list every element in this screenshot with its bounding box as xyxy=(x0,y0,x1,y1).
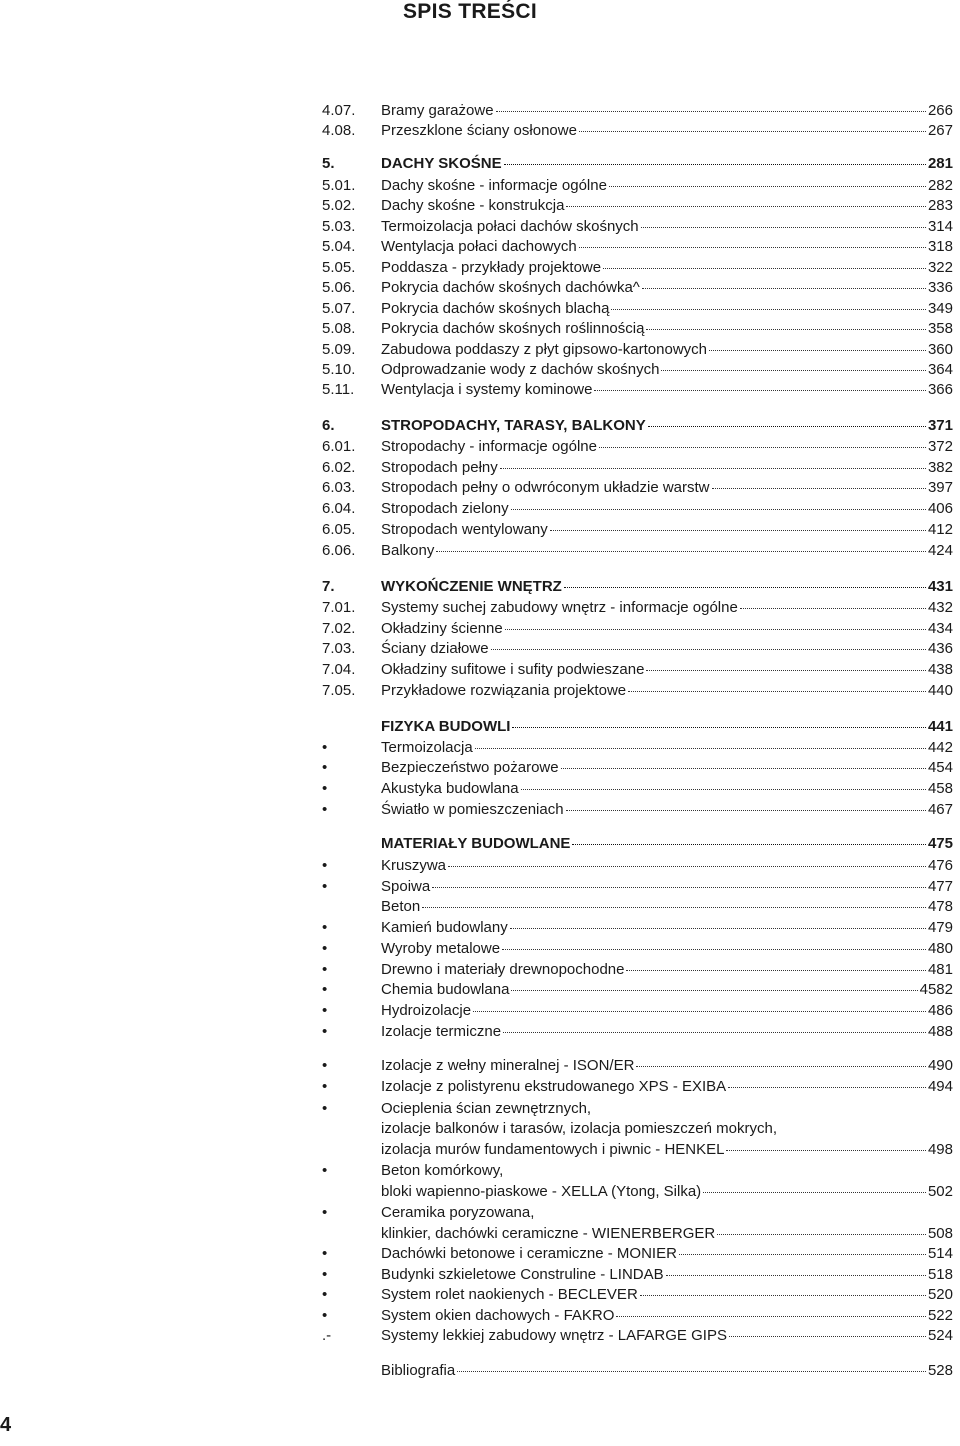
toc-entry-page: 508 xyxy=(927,1225,953,1242)
toc-entry-page: 467 xyxy=(927,801,953,818)
toc-entry-number: • xyxy=(322,739,328,756)
toc-entry-number: 6.01. xyxy=(322,438,356,455)
toc-entry-number: 5.08. xyxy=(322,320,356,337)
dot-leader xyxy=(594,389,926,391)
toc-entry-number: 6.02. xyxy=(322,459,356,476)
toc-entry-number: 6.03. xyxy=(322,479,356,496)
page-number: 4 xyxy=(0,1414,12,1436)
toc-entry-label: Stropodach pełny o odwróconym układzie warstw xyxy=(381,479,710,496)
toc-entry-number: 5.04. xyxy=(322,238,356,255)
toc-entry xyxy=(0,216,960,238)
toc-entry-page: 266 xyxy=(927,102,953,119)
dot-leader xyxy=(740,607,926,609)
toc-entry-page: 434 xyxy=(927,620,953,637)
toc-entry xyxy=(0,680,960,702)
dot-leader xyxy=(448,865,926,867)
dot-leader xyxy=(726,1149,925,1151)
toc-entry-number: • xyxy=(322,1100,328,1117)
toc-entry-page: 372 xyxy=(927,438,953,455)
toc-entry-page: 498 xyxy=(927,1141,953,1158)
toc-entry xyxy=(0,597,960,619)
toc-entry-number: 7.02. xyxy=(322,620,356,637)
toc-entry-page: 318 xyxy=(927,238,953,255)
toc-entry-label: Okładziny sufitowe i sufity podwieszane xyxy=(381,661,645,678)
toc-entry xyxy=(0,917,960,939)
toc-entry-label: Okładziny ścienne xyxy=(381,620,503,637)
toc-entry-label: Ściany działowe xyxy=(381,640,489,657)
dot-leader xyxy=(436,550,926,552)
toc-entry-page: 518 xyxy=(927,1266,953,1283)
toc-entry-page: 406 xyxy=(927,500,953,517)
dot-leader xyxy=(599,446,926,448)
toc-entry-number: • xyxy=(322,1204,328,1221)
toc-entry-page: 438 xyxy=(927,661,953,678)
toc-entry-number: 4.08. xyxy=(322,122,356,139)
toc-entry-page: 528 xyxy=(927,1362,953,1379)
toc-entry-number: 4.07. xyxy=(322,102,356,119)
toc-entry-page: 349 xyxy=(927,300,953,317)
toc-entry-label: Drewno i materiały drewnopochodne xyxy=(381,961,625,978)
toc-entry xyxy=(0,359,960,381)
toc-entry xyxy=(0,318,960,340)
toc-entry-page: 442 xyxy=(927,739,953,756)
toc-entry-label: izolacja murów fundamentowych i piwnic - HENKEL xyxy=(381,1141,725,1158)
toc-entry-label: Przykładowe rozwiązania projektowe xyxy=(381,682,627,699)
toc-entry-number: 7. xyxy=(322,578,335,595)
dot-leader xyxy=(609,185,926,187)
toc-entry-number: 5.02. xyxy=(322,197,356,214)
toc-entry xyxy=(0,1139,960,1161)
toc-entry-label: klinkier, dachówki ceramiczne - WIENERBERGER xyxy=(381,1225,716,1242)
toc-entry-label: Izolacje z polistyrenu ekstrudowanego XPS - EXIBA xyxy=(381,1078,727,1095)
toc-entry-label: System okien dachowych - FAKRO xyxy=(381,1307,615,1324)
dot-leader xyxy=(521,788,926,790)
toc-entry xyxy=(0,477,960,499)
dot-leader xyxy=(642,287,926,289)
toc-entry-page: 486 xyxy=(927,1002,953,1019)
toc-entry-label: bloki wapienno-piaskowe - XELLA (Ytong, Silka) xyxy=(381,1183,702,1200)
toc-entry xyxy=(0,1055,960,1077)
toc-entry-number: 7.01. xyxy=(322,599,356,616)
toc-entry-label: Akustyka budowlana xyxy=(381,780,519,797)
toc-entry-label: Bezpieczeństwo pożarowe xyxy=(381,759,559,776)
toc-entry-page: 432 xyxy=(927,599,953,616)
toc-entry-page: 267 xyxy=(927,122,953,139)
dot-leader xyxy=(475,747,926,749)
toc-entry-label: Budynki szkieletowe Construline - LINDAB xyxy=(381,1266,664,1283)
toc-entry-page: 440 xyxy=(927,682,953,699)
toc-entry-page: 282 xyxy=(927,177,953,194)
toc-entry xyxy=(0,498,960,520)
toc-entry xyxy=(0,896,960,918)
toc-entry xyxy=(0,540,960,562)
dot-leader xyxy=(566,809,926,811)
toc-entry-label: Stropodach wentylowany xyxy=(381,521,548,538)
toc-entry-page: 494 xyxy=(927,1078,953,1095)
page-title: SPIS TREŚCI xyxy=(403,0,537,23)
dot-leader xyxy=(561,767,926,769)
dot-leader xyxy=(550,529,926,531)
dot-leader xyxy=(457,1370,926,1372)
toc-entry-page: 397 xyxy=(927,479,953,496)
toc-entry-label: Dachówki betonowe i ceramiczne - MONIER xyxy=(381,1245,677,1262)
dot-leader xyxy=(616,1315,926,1317)
dot-leader xyxy=(728,1086,926,1088)
toc-entry xyxy=(0,298,960,320)
toc-entry-page: 358 xyxy=(927,320,953,337)
toc-entry-label: System rolet naokienych - BECLEVER xyxy=(381,1286,638,1303)
toc-entry xyxy=(0,1284,960,1306)
toc-entry-label: Hydroizolacje xyxy=(381,1002,472,1019)
toc-entry-page: 476 xyxy=(927,857,953,874)
dot-leader xyxy=(579,246,926,248)
toc-entry-number: • xyxy=(322,1266,328,1283)
toc-entry-number: • xyxy=(322,961,328,978)
toc-entry xyxy=(0,979,960,1001)
toc-entry-number: 5.10. xyxy=(322,361,356,378)
toc-entry-number: 6.06. xyxy=(322,542,356,559)
toc-entry-page: 371 xyxy=(927,417,953,434)
toc-entry xyxy=(0,1160,960,1182)
toc-entry-label: Wentylacja połaci dachowych xyxy=(381,238,577,255)
dot-leader xyxy=(491,648,926,650)
toc-entry xyxy=(0,519,960,541)
toc-entry-page: 412 xyxy=(927,521,953,538)
toc-entry-page: 481 xyxy=(927,961,953,978)
toc-entry-label: MATERIAŁY BUDOWLANE xyxy=(381,835,571,852)
toc-entry-page: 336 xyxy=(927,279,953,296)
toc-entry-label: izolacje balkonów i tarasów, izolacja pomieszczeń mokrych, xyxy=(381,1120,778,1137)
dot-leader xyxy=(503,1031,926,1033)
toc-entry-label: Termoizolacja xyxy=(381,739,473,756)
toc-entry xyxy=(0,1021,960,1043)
toc-entry-number: 6. xyxy=(322,417,335,434)
toc-entry-label: Pokrycia dachów skośnych blachą xyxy=(381,300,610,317)
toc-entry-label: Światło w pomieszczeniach xyxy=(381,801,564,818)
toc-entry xyxy=(0,436,960,458)
toc-entry xyxy=(0,120,960,142)
toc-entry-label: Stropodachy - informacje ogólne xyxy=(381,438,597,455)
dot-leader xyxy=(496,110,926,112)
toc-entry-page: 314 xyxy=(927,218,953,235)
toc-entry-label: Wyroby metalowe xyxy=(381,940,501,957)
toc-entry xyxy=(0,959,960,981)
toc-entry xyxy=(0,737,960,759)
dot-leader xyxy=(717,1233,926,1235)
toc-entry-number: • xyxy=(322,1002,328,1019)
toc-entry-number: • xyxy=(322,1023,328,1040)
toc-entry-number: .- xyxy=(322,1327,332,1344)
toc-entry xyxy=(0,175,960,197)
toc-entry-number: 5.11. xyxy=(322,381,355,398)
toc-entry-page: 477 xyxy=(927,878,953,895)
toc-entry-page: 424 xyxy=(927,542,953,559)
toc-entry xyxy=(0,1360,960,1382)
toc-entry xyxy=(0,938,960,960)
toc-entry-number: • xyxy=(322,1286,328,1303)
toc-entry-page: 281 xyxy=(927,155,953,172)
toc-entry-label: Balkony xyxy=(381,542,435,559)
dot-leader xyxy=(502,948,926,950)
dot-leader xyxy=(646,669,926,671)
toc-entry-page: 520 xyxy=(927,1286,953,1303)
toc-entry-number: • xyxy=(322,857,328,874)
dot-leader xyxy=(712,487,926,489)
toc-entry-number: 5.05. xyxy=(322,259,356,276)
toc-entry xyxy=(0,339,960,361)
toc-entry-page: 490 xyxy=(927,1057,953,1074)
toc-entry-page: 488 xyxy=(927,1023,953,1040)
toc-entry-label: Stropodach pełny xyxy=(381,459,498,476)
dot-leader xyxy=(703,1191,926,1193)
toc-entry-number: 5.06. xyxy=(322,279,356,296)
toc-entry-number: • xyxy=(322,919,328,936)
toc-entry-page: 458 xyxy=(927,780,953,797)
toc-entry-number: 5. xyxy=(322,155,335,172)
toc-entry xyxy=(0,1305,960,1327)
toc-entry xyxy=(0,1000,960,1022)
toc-entry xyxy=(0,277,960,299)
toc-entry-number: • xyxy=(322,981,328,998)
toc-entry xyxy=(0,153,960,175)
toc-entry-number: • xyxy=(322,1162,328,1179)
dot-leader xyxy=(661,369,925,371)
toc-entry-number: 5.03. xyxy=(322,218,356,235)
dot-leader xyxy=(626,969,926,971)
toc-entry-number: • xyxy=(322,1245,328,1262)
toc-entry xyxy=(0,799,960,821)
toc-entry-number: 5.07. xyxy=(322,300,356,317)
toc-entry-page: 479 xyxy=(927,919,953,936)
toc-entry xyxy=(0,379,960,401)
dot-leader xyxy=(611,308,926,310)
toc-entry-label: Pokrycia dachów skośnych roślinnością xyxy=(381,320,645,337)
dot-leader xyxy=(500,467,926,469)
toc-entry-page: 502 xyxy=(927,1183,953,1200)
toc-entry-page: 431 xyxy=(927,578,953,595)
toc-entry-label: Kamień budowlany xyxy=(381,919,508,936)
toc-entry-page: 366 xyxy=(927,381,953,398)
dot-leader xyxy=(636,1065,926,1067)
toc-entry-number: 6.05. xyxy=(322,521,356,538)
toc-entry-label: STROPODACHY, TARASY, BALKONY xyxy=(381,417,646,434)
toc-entry-number: 5.09. xyxy=(322,341,356,358)
toc-entry-label: Systemy suchej zabudowy wnętrz - informacje ogólne xyxy=(381,599,738,616)
toc-entry-number: 5.01. xyxy=(322,177,356,194)
toc-entry xyxy=(0,457,960,479)
dot-leader xyxy=(648,425,926,427)
dot-leader xyxy=(504,163,926,165)
dot-leader xyxy=(566,205,926,207)
dot-leader xyxy=(666,1274,926,1276)
dot-leader xyxy=(646,328,926,330)
toc-entry-label: DACHY SKOŚNE xyxy=(381,155,502,172)
toc-entry-page: 360 xyxy=(927,341,953,358)
dot-leader xyxy=(679,1253,926,1255)
toc-entry-label: Odprowadzanie wody z dachów skośnych xyxy=(381,361,660,378)
dot-leader xyxy=(729,1335,926,1337)
toc-entry xyxy=(0,618,960,640)
dot-leader xyxy=(505,628,926,630)
toc-entry xyxy=(0,833,960,855)
toc-entry-label: Pokrycia dachów skośnych dachówka^ xyxy=(381,279,640,296)
dot-leader xyxy=(511,989,917,991)
toc-entry-page: 4582 xyxy=(919,981,953,998)
toc-entry-label: Poddasza - przykłady projektowe xyxy=(381,259,602,276)
toc-entry xyxy=(0,415,960,437)
toc-entry-label: Bibliografia xyxy=(381,1362,456,1379)
dot-leader xyxy=(603,267,926,269)
toc-entry-label: Izolacje z wełny mineralnej - ISON/ER xyxy=(381,1057,635,1074)
toc-entry xyxy=(0,236,960,258)
toc-entry-label: FIZYKA BUDOWLI xyxy=(381,718,511,735)
dot-leader xyxy=(510,927,926,929)
toc-entry xyxy=(0,1325,960,1347)
toc-entry xyxy=(0,195,960,217)
toc-entry-number: • xyxy=(322,801,328,818)
toc-entry-label: Systemy lekkiej zabudowy wnętrz - LAFARGE GIPS xyxy=(381,1327,727,1344)
toc-entry-page: 478 xyxy=(927,898,953,915)
toc-entry-number: • xyxy=(322,878,328,895)
toc-entry-label: Spoiwa xyxy=(381,878,431,895)
toc-entry-page: 514 xyxy=(927,1245,953,1262)
toc-entry-page: 522 xyxy=(927,1307,953,1324)
toc-entry xyxy=(0,876,960,898)
toc-entry-label: Ceramika poryzowana, xyxy=(381,1204,535,1221)
toc-entry-page: 480 xyxy=(927,940,953,957)
toc-entry-label: Bramy garażowe xyxy=(381,102,494,119)
toc-entry-label: Chemia budowlana xyxy=(381,981,510,998)
dot-leader xyxy=(641,226,926,228)
toc-entry-page: 441 xyxy=(927,718,953,735)
toc-entry xyxy=(0,778,960,800)
toc-entry xyxy=(0,1264,960,1286)
toc-entry-number: • xyxy=(322,780,328,797)
toc-entry-page: 364 xyxy=(927,361,953,378)
toc-entry xyxy=(0,1076,960,1098)
toc-entry-label: Izolacje termiczne xyxy=(381,1023,502,1040)
toc-entry xyxy=(0,257,960,279)
toc-entry-number: • xyxy=(322,1057,328,1074)
toc-entry-number: • xyxy=(322,1078,328,1095)
toc-entry xyxy=(0,638,960,660)
dot-leader xyxy=(628,690,926,692)
toc-entry xyxy=(0,1118,960,1140)
toc-entry-label: Zabudowa poddaszy z płyt gipsowo-kartonowych xyxy=(381,341,708,358)
toc-entry-number: 7.04. xyxy=(322,661,356,678)
toc-entry-number: 7.03. xyxy=(322,640,356,657)
toc-entry xyxy=(0,716,960,738)
toc-entry-label: Dachy skośne - informacje ogólne xyxy=(381,177,607,194)
dot-leader xyxy=(709,349,926,351)
toc-entry-label: Kruszywa xyxy=(381,857,447,874)
dot-leader xyxy=(579,130,926,132)
toc-entry-page: 322 xyxy=(927,259,953,276)
toc-entry-label: WYKOŃCZENIE WNĘTRZ xyxy=(381,578,562,595)
toc-entry-page: 283 xyxy=(927,197,953,214)
toc-entry-number: • xyxy=(322,940,328,957)
toc-entry xyxy=(0,855,960,877)
toc-entry-number: 6.04. xyxy=(322,500,356,517)
toc-entry-page: 454 xyxy=(927,759,953,776)
toc-entry-number: • xyxy=(322,759,328,776)
dot-leader xyxy=(572,843,926,845)
dot-leader xyxy=(432,886,926,888)
toc-entry-number: 7.05. xyxy=(322,682,356,699)
toc-entry-page: 524 xyxy=(927,1327,953,1344)
dot-leader xyxy=(473,1010,926,1012)
toc-entry xyxy=(0,757,960,779)
toc-entry-label: Termoizolacja połaci dachów skośnych xyxy=(381,218,639,235)
toc-entry xyxy=(0,1181,960,1203)
toc-entry xyxy=(0,1223,960,1245)
toc-entry xyxy=(0,1202,960,1224)
toc-entry-page: 436 xyxy=(927,640,953,657)
toc-entry xyxy=(0,1098,960,1120)
toc-entry xyxy=(0,100,960,122)
toc-entry xyxy=(0,576,960,598)
toc-entry xyxy=(0,659,960,681)
toc-entry-label: Przeszklone ściany osłonowe xyxy=(381,122,577,139)
toc-entry-page: 382 xyxy=(927,459,953,476)
dot-leader xyxy=(640,1294,926,1296)
toc-entry-label: Beton komórkowy, xyxy=(381,1162,504,1179)
dot-leader xyxy=(422,906,926,908)
toc-entry xyxy=(0,1243,960,1265)
dot-leader xyxy=(511,508,926,510)
toc-entry-page: 475 xyxy=(927,835,953,852)
toc-entry-number: • xyxy=(322,1307,328,1324)
dot-leader xyxy=(564,586,926,588)
toc-entry-label: Wentylacja i systemy kominowe xyxy=(381,381,593,398)
toc-entry-label: Stropodach zielony xyxy=(381,500,509,517)
toc-entry-label: Beton xyxy=(381,898,421,915)
dot-leader xyxy=(512,726,926,728)
toc-entry-label: Ocieplenia ścian zewnętrznych, xyxy=(381,1100,592,1117)
toc-entry-label: Dachy skośne - konstrukcja xyxy=(381,197,565,214)
